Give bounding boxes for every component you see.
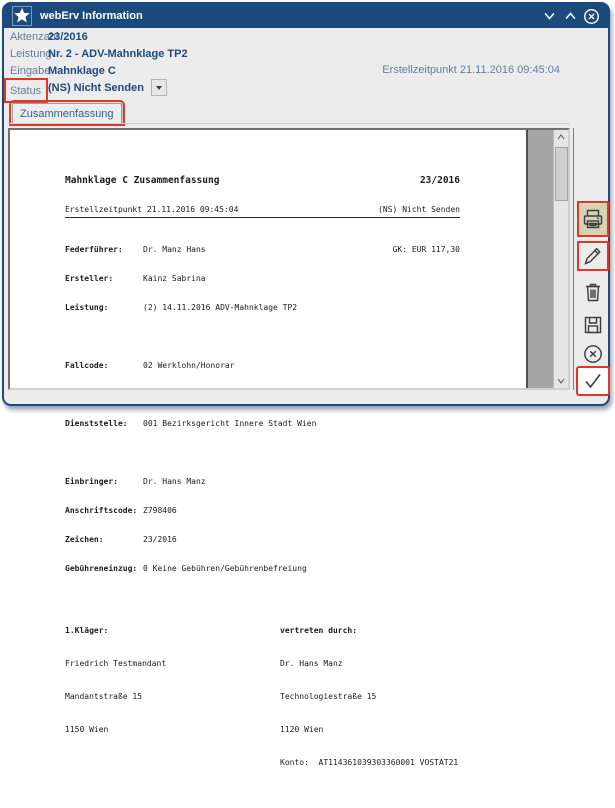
doc-row-blank	[65, 331, 460, 342]
doc-case-number: 23/2016	[419, 175, 460, 186]
doc-representative-name: Dr. Hans Manz	[280, 659, 343, 668]
doc-row: Fallcode: 02 Werklohn/Honorar	[65, 361, 235, 370]
aktenzahl-label: Aktenzahl	[10, 31, 59, 43]
panel-divider	[573, 128, 574, 390]
tab-zusammenfassung[interactable]: Zusammenfassung	[12, 103, 122, 123]
leistung-label: Leistung	[10, 48, 52, 60]
status-label: Status	[10, 85, 42, 97]
doc-created: Erstellzeitpunkt 21.11.2016 09:45:04	[65, 205, 239, 214]
doc-row: Dienststelle: 001 Bezirksgericht Innere Stadt Wien	[65, 419, 317, 428]
app-star-icon	[12, 6, 32, 26]
created-timestamp: Erstellzeitpunkt 21.11.2016 09:45:04	[382, 64, 560, 76]
doc-row: Einbringer: Dr. Hans Manz	[65, 477, 206, 486]
doc-representative-city: 1120 Wien	[280, 725, 324, 734]
print-button[interactable]	[577, 201, 609, 237]
doc-representative-heading: vertreten durch:	[280, 626, 358, 635]
weberv-information-dialog	[2, 2, 610, 767]
doc-row-blank	[65, 447, 460, 458]
floppy-disk-icon	[581, 313, 605, 337]
doc-row: Gebühreneinzug: 0 Keine Gebühren/Gebührenbefreiung	[65, 564, 307, 573]
scroll-down-icon[interactable]	[554, 374, 568, 388]
doc-account-line: Konto: AT114361039303360001 VOSTAT21	[280, 758, 459, 767]
status-select[interactable]	[48, 79, 167, 96]
save-button[interactable]	[578, 311, 608, 339]
scrollbar-thumb[interactable]	[555, 147, 568, 201]
doc-parties	[65, 603, 460, 790]
eingabe-label: Eingabe	[10, 65, 51, 77]
pencil-icon	[581, 244, 605, 268]
doc-header	[65, 174, 460, 187]
doc-row: Leistung: (2) 14.11.2016 ADV-Mahnklage TP2	[65, 303, 298, 312]
edit-button[interactable]	[577, 241, 609, 271]
doc-subheader	[65, 205, 460, 218]
doc-row: Zeichen: 23/2016	[65, 535, 177, 544]
confirm-button[interactable]	[576, 366, 610, 396]
leistung-value: Nr. 2 - ADV-Mahnklage TP2	[48, 48, 188, 60]
cancel-button[interactable]	[578, 340, 608, 368]
printer-icon	[581, 207, 605, 231]
aktenzahl-value: 23/2016	[48, 31, 88, 43]
doc-plaintiff-heading: 1.Kläger:	[65, 626, 109, 635]
doc-row: Ersteller: Kainz Sabrina	[65, 274, 206, 283]
doc-plaintiff-street: Mandantstraße 15	[65, 692, 143, 701]
close-icon[interactable]	[582, 7, 600, 25]
doc-title: Mahnklage C Zusammenfassung	[65, 175, 220, 186]
chevron-up-icon[interactable]	[561, 7, 579, 25]
circle-x-icon	[581, 342, 605, 366]
checkmark-icon	[581, 369, 605, 393]
chevron-down-icon[interactable]	[540, 7, 558, 25]
titlebar[interactable]	[4, 4, 608, 28]
doc-status: (NS) Nicht Senden	[378, 205, 460, 214]
doc-representative-street: Technologiestraße 15	[280, 692, 377, 701]
doc-plaintiff-city: 1150 Wien	[65, 725, 109, 734]
trash-icon	[581, 280, 605, 304]
eingabe-value: Mahnklage C	[48, 65, 116, 77]
tabstrip-divider	[8, 123, 570, 124]
document-page	[10, 130, 528, 767]
document-preview[interactable]	[8, 128, 570, 767]
window-title: webErv Information	[40, 10, 143, 22]
delete-button[interactable]	[578, 278, 608, 306]
dropdown-arrow-icon[interactable]	[151, 79, 167, 96]
vertical-scrollbar[interactable]	[553, 130, 568, 388]
scroll-up-icon[interactable]	[554, 130, 568, 144]
status-label-annotation	[4, 78, 48, 103]
status-value: (NS) Nicht Senden	[48, 81, 144, 94]
doc-row-blank	[65, 389, 460, 400]
doc-row: Anschriftscode: Z798406	[65, 506, 177, 515]
doc-plaintiff-name: Friedrich Testmandant	[65, 659, 167, 668]
doc-row: Federführer: Dr. Manz Hans GK: EUR 117,30	[65, 245, 460, 254]
